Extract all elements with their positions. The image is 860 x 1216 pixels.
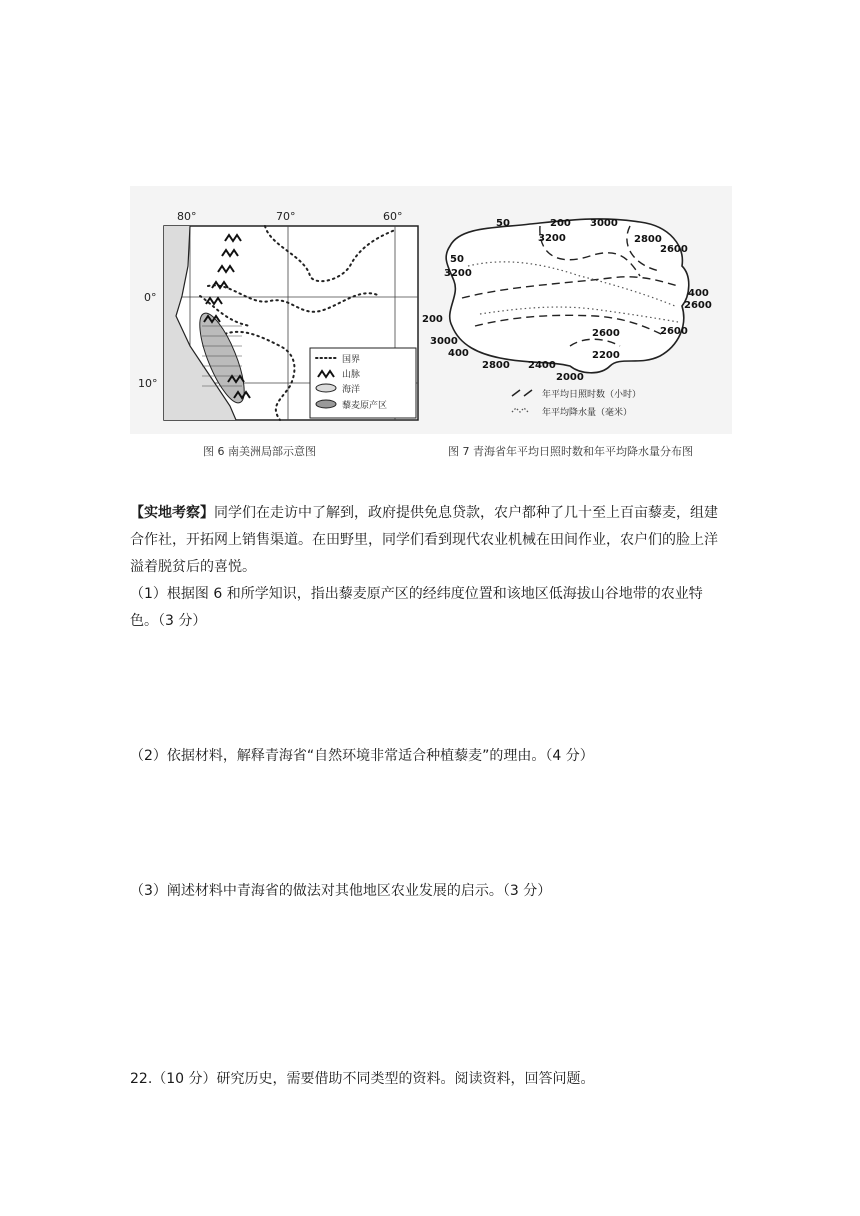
map7-label-19: 2000 xyxy=(556,372,584,383)
map7-label-3: 3000 xyxy=(590,218,618,229)
ocean-symbol xyxy=(316,384,336,392)
map6-legend xyxy=(310,348,416,418)
field-heading: 【实地考察】 xyxy=(130,505,214,521)
map7-label-6: 2600 xyxy=(660,244,688,255)
map7-label-4: 3200 xyxy=(538,233,566,244)
map7-label-5: 2800 xyxy=(634,234,662,245)
question-22: 22.（10 分）研究历史，需要借助不同类型的资料。阅读资料，回答问题。 xyxy=(130,1071,595,1087)
map7-label-11: 200 xyxy=(422,314,443,325)
field-text: 同学们在走访中了解到，政府提供免息贷款，农户都种了几十至上百亩藜麦，组建合作社，开拓网上销售渠道。在田野里，同学们看到现代农业机械在田间作业，农户们的脸上洋溢着脱贫后的喜悦。 xyxy=(130,505,718,575)
field-investigation-paragraph xyxy=(130,500,730,581)
map7-label-13: 2600 xyxy=(660,326,688,337)
map7-label-7: 50 xyxy=(450,254,464,265)
qinghai-map xyxy=(420,186,732,434)
map7-label-16: 2800 xyxy=(482,360,510,371)
rain-line-symbol xyxy=(512,408,528,412)
map7-label-12: 2600 xyxy=(592,328,620,339)
map7-label-9: 400 xyxy=(688,288,709,299)
map7-legend xyxy=(512,388,641,418)
legend-origin: 藜麦原产区 xyxy=(342,401,388,411)
sunshine-line-symbol xyxy=(512,390,532,396)
lon-label-80: 80° xyxy=(177,210,197,223)
lat-label-0: 0° xyxy=(144,291,157,304)
lat-label-10: 10° xyxy=(138,377,158,390)
map7-label-1: 50 xyxy=(496,218,510,229)
lon-label-70: 70° xyxy=(276,210,296,223)
south-america-map xyxy=(130,186,420,434)
question-2: （2）依据材料，解释青海省“自然环境非常适合种植藜麦”的理由。（4 分） xyxy=(130,748,594,764)
legend-mountain: 山脉 xyxy=(342,370,361,380)
question-1: （1）根据图 6 和所学知识，指出藜麦原产区的经纬度位置和该地区低海拔山谷地带的农业特色。（3 分） xyxy=(130,586,703,629)
legend-rain: 年平均降水量（毫米） xyxy=(542,408,633,418)
legend-sunshine: 年平均日照时数（小时） xyxy=(542,390,642,400)
legend-ocean: 海洋 xyxy=(342,385,361,395)
map7-label-18: 2200 xyxy=(592,350,620,361)
map7-label-8: 3200 xyxy=(444,268,472,279)
map7-label-10: 2600 xyxy=(684,300,712,311)
figure7-caption: 图 7 青海省年平均日照时数和年平均降水量分布图 xyxy=(448,445,693,458)
map7-label-17: 2400 xyxy=(528,360,556,371)
question-3: （3）阐述材料中青海省的做法对其他地区农业发展的启示。（3 分） xyxy=(130,883,552,899)
map7-label-2: 200 xyxy=(550,218,571,229)
origin-symbol xyxy=(316,400,336,408)
legend-border: 国界 xyxy=(342,355,361,365)
figure6-caption: 图 6 南美洲局部示意图 xyxy=(203,445,316,458)
map7-label-14: 3000 xyxy=(430,336,458,347)
lon-label-60: 60° xyxy=(383,210,403,223)
map7-label-15: 400 xyxy=(448,348,469,359)
